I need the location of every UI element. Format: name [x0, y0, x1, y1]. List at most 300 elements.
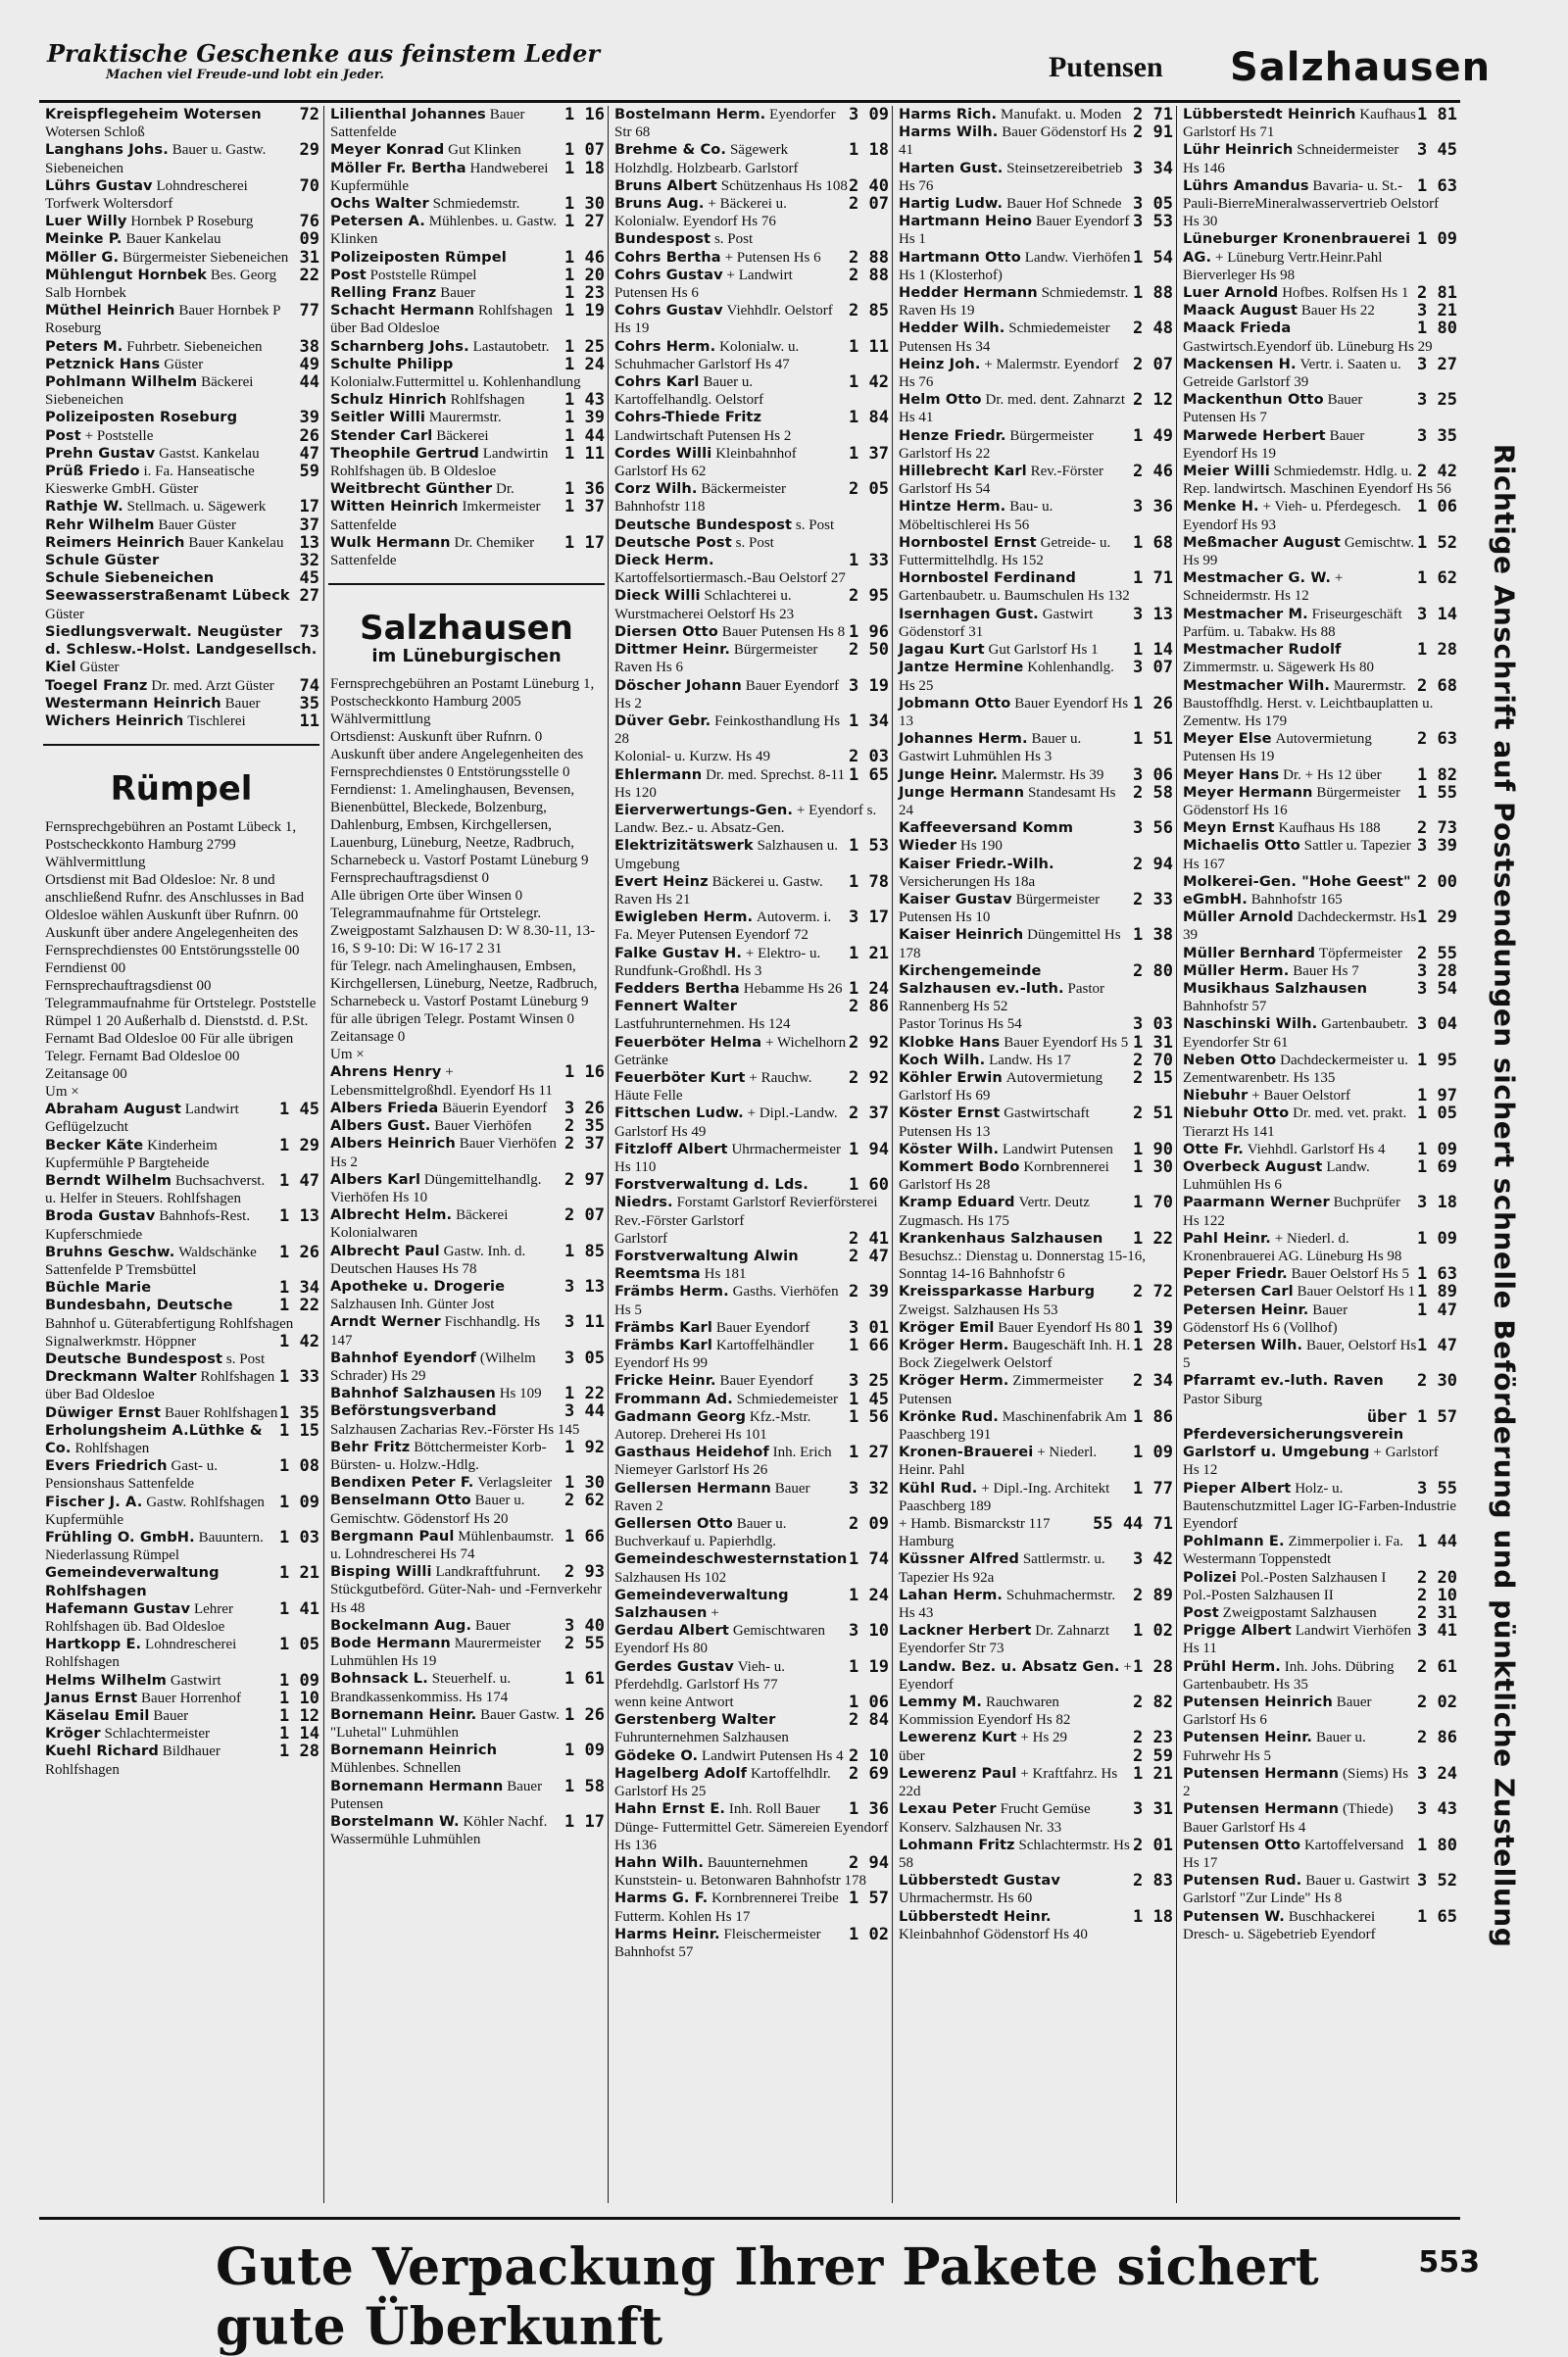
entry-name: Mestmacher Wilh. — [1183, 676, 1330, 694]
directory-entry — [893, 1908, 1177, 1943]
entry-details: Bäckerei — [436, 427, 489, 444]
entry-details: Gut Klinken — [448, 142, 521, 159]
entry-name: Dieck Willi — [614, 587, 701, 605]
phone-number: 13 — [299, 532, 319, 553]
directory-entry — [893, 123, 1177, 159]
entry-details: Dr. med. dent. Zahnarzt Hs 41 — [899, 392, 1125, 426]
side-notice — [1470, 443, 1539, 1948]
phone-number: 1 30 — [1133, 1156, 1173, 1177]
phone-number: 1 36 — [849, 1799, 889, 1820]
phone-number: 1 78 — [849, 871, 889, 892]
directory-entry — [1177, 1622, 1461, 1657]
service-info-line: Fernsprechgebühren an Postamt Lüneburg 1, Postscheckkonto Hamburg 2005 — [330, 676, 595, 711]
entry-name: Albers Karl — [330, 1170, 421, 1188]
directory-entry — [324, 427, 609, 445]
entry-details: Landwirt Geflügelzucht — [45, 1102, 239, 1136]
directory-entry — [1177, 1694, 1461, 1729]
entry-details: Rauchwaren Kommission Eyendorf Hs 82 — [899, 1694, 1071, 1729]
phone-number: 1 66 — [564, 1526, 605, 1547]
entry-details: Bauer Eyendorf Hs 2 — [614, 677, 840, 712]
page-header — [39, 29, 1492, 103]
phone-number: 2 07 — [849, 194, 889, 215]
phone-number: 1 28 — [1417, 640, 1457, 661]
entry-details: Buschhackerei Dresch- u. Sägebetrieb Eyendorf — [1183, 1908, 1376, 1942]
directory-entry — [39, 1707, 323, 1725]
entry-name: Deutsche Bundespost — [614, 516, 793, 533]
directory-entry — [609, 1248, 893, 1283]
phone-number: 1 17 — [564, 532, 605, 553]
phone-number: 27 — [299, 586, 319, 607]
entry-name: Mestmacher Rudolf — [1183, 641, 1342, 659]
entry-details: Frucht Gemüse Konserv. Salzhausen Nr. 33 — [899, 1801, 1091, 1836]
directory-entry — [39, 373, 323, 409]
phone-number: 1 96 — [849, 621, 889, 642]
entry-details: Rohlfshagen über Bad Oldesloe — [45, 1369, 275, 1403]
entry-details: + Bäckerei u. Kolonialw. Eyendorf Hs 76 — [614, 196, 787, 230]
entry-name: Hedder Wilh. — [899, 319, 1005, 337]
col1-info — [39, 818, 323, 1101]
entry-details: Bauer Eyendorf Hs 19 — [1183, 427, 1365, 462]
entry-name: Bockelmann Aug. — [330, 1616, 472, 1634]
entry-details: Gastwirtsch.Eyendorf üb. Lüneburg Hs 29 — [1183, 338, 1433, 355]
phone-number: 2 73 — [1417, 818, 1457, 839]
directory-entry — [609, 1694, 893, 1711]
entry-details: + Dipl.-Ing. Architekt Paaschberg 189 — [899, 1480, 1110, 1514]
column-2 — [323, 106, 609, 2203]
col2-entries — [324, 106, 609, 569]
phone-number: 2 51 — [1133, 1104, 1173, 1124]
entry-details: Bauer Putensen — [330, 1778, 543, 1812]
phone-number: 1 43 — [564, 390, 605, 411]
directory-entry — [893, 1337, 1177, 1372]
directory-entry — [609, 1337, 893, 1372]
entry-name: Westermann Heinrich — [45, 694, 221, 712]
phone-number: 1 26 — [1133, 693, 1173, 713]
entry-details: Holz- u. Bautenschutzmittel Lager IG-Farben-Industrie Eyendorf — [1183, 1480, 1457, 1533]
entry-name: Lackner Herbert — [899, 1622, 1032, 1640]
directory-entry — [893, 1319, 1177, 1337]
entry-name: Bornemann Heinrich — [330, 1742, 498, 1759]
phone-number: 26 — [299, 425, 319, 446]
phone-number: 1 07 — [564, 140, 605, 161]
phone-number: 1 52 — [1417, 532, 1457, 553]
phone-number: 2 10 — [1417, 1585, 1457, 1605]
directory-entry — [39, 695, 323, 712]
directory-entry — [39, 1600, 323, 1636]
directory-entry — [39, 249, 323, 267]
phone-number: 2 63 — [1417, 729, 1457, 750]
entry-name: Gellersen Otto — [614, 1515, 733, 1533]
directory-entry — [39, 177, 323, 213]
directory-entry — [893, 1800, 1177, 1836]
directory-entry — [39, 409, 323, 426]
entry-details: + Lebensmittelgroßhdl. Eyendorf Hs 11 — [330, 1064, 553, 1099]
phone-number: 1 56 — [849, 1406, 889, 1427]
entry-details: Gemischtwaren Eyendorf Hs 80 — [614, 1623, 825, 1657]
phone-number: 2 12 — [1133, 390, 1173, 411]
directory-entry — [893, 1158, 1177, 1194]
entry-name: Meyer Hans — [1183, 765, 1280, 783]
entry-name: Dittmer Heinr. — [614, 641, 731, 659]
entry-name: Berndt Wilhelm — [45, 1171, 172, 1189]
directory-entry — [609, 677, 893, 712]
phone-number: 1 71 — [1133, 568, 1173, 589]
phone-number: 1 86 — [1133, 1406, 1173, 1427]
entry-details: Kleinbahnhof Gödenstorf Hs 40 — [899, 1926, 1088, 1942]
directory-entry — [1177, 1015, 1461, 1051]
directory-entry — [1177, 1194, 1461, 1229]
entry-name: Witten Heinrich — [330, 498, 459, 516]
phone-number: 1 80 — [1417, 319, 1457, 339]
entry-details: Maurermstr. — [428, 410, 502, 426]
directory-entry — [893, 1408, 1177, 1444]
entry-name: Mühlengut Hornbek — [45, 266, 208, 283]
entry-name: Lewerenz Kurt — [899, 1729, 1017, 1746]
entry-name: Lührs Gustav — [45, 176, 153, 194]
col2-info — [324, 675, 609, 1063]
entry-name: Overbeck August — [1183, 1157, 1323, 1175]
entry-details: Landkraftfuhrunt. Stückgutbeförd. Güter-Nah- und -Fernverkehr Hs 48 — [330, 1564, 603, 1616]
section-header-salzhausen — [328, 609, 605, 665]
entry-name: Bornemann Heinr. — [330, 1705, 477, 1723]
entry-details: Bauer — [474, 1617, 511, 1634]
col2-entries-2 — [324, 1063, 609, 1848]
directory-entry — [609, 1890, 893, 1925]
entry-details: Kolonialw. u. Schuhmacher Garlstorf Hs 47 — [614, 338, 800, 372]
directory-entry — [1177, 1533, 1461, 1568]
phone-number: 2 41 — [849, 1228, 889, 1249]
directory-entry — [1177, 1658, 1461, 1694]
directory-entry — [1177, 766, 1461, 784]
phone-number: 09 — [299, 229, 319, 250]
directory-entry — [1177, 606, 1461, 641]
entry-details: s. Post — [735, 534, 774, 551]
phone-number: 3 36 — [1133, 497, 1173, 517]
entry-details: Bauer Raven 2 — [614, 1480, 810, 1514]
phone-number: 47 — [299, 443, 319, 464]
directory-entry — [1177, 1337, 1461, 1372]
phone-number: 3 03 — [1133, 1014, 1173, 1035]
entry-name: Fennert Walter — [614, 998, 738, 1015]
directory-entry — [609, 623, 893, 641]
phone-number: 3 10 — [849, 1621, 889, 1642]
entry-details: Bauer Rohlfshagen — [165, 1404, 278, 1421]
entry-name: Bruns Aug. — [614, 195, 705, 213]
entry-details: Pol.-Posten Salzhausen II — [1183, 1587, 1334, 1603]
entry-name: Gadmann Georg — [614, 1407, 747, 1425]
entry-details: Dachdeckermeister u. Zementwarenbetr. Hs 135 — [1183, 1052, 1408, 1086]
phone-number: 1 09 — [279, 1492, 319, 1512]
phone-number: 3 05 — [564, 1348, 605, 1368]
directory-entry — [609, 641, 893, 676]
entry-name: Cordes Willi — [614, 444, 712, 462]
phone-number: 1 65 — [1417, 1906, 1457, 1927]
entry-details: Stellmach. u. Sägewerk — [126, 499, 267, 516]
entry-details: Salzhausen Zacharias Rev.-Förster Hs 145 — [330, 1421, 580, 1438]
directory-entry — [324, 1313, 609, 1349]
phone-number: 2 50 — [849, 640, 889, 661]
entry-name: Hedder Hermann — [899, 284, 1038, 302]
directory-entry — [893, 249, 1177, 284]
entry-details: Bavaria- u. St.-Pauli-BierreMineralwasservertrieb Oelstorf Hs 30 — [1183, 177, 1440, 230]
entry-details: Inh. Erich Niemeyer Garlstorf Hs 26 — [614, 1445, 832, 1479]
entry-details: Kleinbahnhof Garlstorf Hs 62 — [614, 445, 797, 480]
entry-details: + Niederl. d. Kronenbrauerei AG. Lüneburg Hs 98 — [1183, 1230, 1402, 1264]
entry-details: Pastor Torinus Hs 54 — [899, 1016, 1022, 1033]
directory-entry — [39, 587, 323, 622]
phone-number: 1 74 — [849, 1549, 889, 1570]
directory-entry — [609, 873, 893, 908]
entry-details: Düngemittelhandlg. Vierhöfen Hs 10 — [330, 1171, 542, 1205]
phone-number: 74 — [299, 675, 319, 696]
entry-details: Schützenhaus Hs 108 — [720, 177, 848, 194]
entry-details: Kinderheim Kupfermühle P Bargteheide — [45, 1137, 218, 1171]
entry-details: Landwirt Putensen — [1003, 1141, 1113, 1157]
entry-name: Düver Gebr. — [614, 712, 711, 729]
phone-number: 2 00 — [1417, 871, 1457, 892]
entry-name: Post — [1183, 1604, 1219, 1622]
phone-number: 3 35 — [1417, 425, 1457, 446]
section-title: Salzhausen — [360, 609, 573, 649]
entry-details: Fischhandlg. Hs 147 — [330, 1314, 541, 1349]
directory-entry — [1177, 319, 1461, 355]
entry-name: Post — [330, 266, 367, 283]
entry-details: Buchsachverst. u. Helfer in Steuers. Rohlfshagen — [45, 1172, 266, 1207]
entry-name: Niebuhr Otto — [1183, 1105, 1290, 1122]
advert-line-2: Machen viel Freude-und lobt ein Jeder. — [106, 68, 384, 82]
directory-entry — [324, 195, 609, 213]
directory-entry — [893, 1622, 1177, 1657]
entry-details: Bürgermeister Gödenstorf Hs 16 — [1183, 784, 1400, 818]
entry-details: Viehhdl. Garlstorf Hs 4 — [1247, 1141, 1386, 1157]
directory-entry — [39, 1636, 323, 1671]
col3-entries — [609, 106, 893, 1961]
entry-name: Möller G. — [45, 248, 120, 266]
phone-number: 3 14 — [1417, 604, 1457, 624]
directory-entry — [893, 659, 1177, 694]
directory-entry — [893, 1872, 1177, 1907]
directory-entry — [893, 534, 1177, 569]
entry-name: Kaiser Friedr.-Wilh. — [899, 855, 1054, 872]
entry-details: Autoverm. i. Fa. Meyer Putensen Eyendorf 72 — [614, 909, 832, 944]
entry-details: Bürgermeister Siebeneichen — [122, 249, 289, 266]
directory-entry — [324, 1474, 609, 1492]
phone-number: 1 28 — [1133, 1656, 1173, 1677]
directory-entry — [324, 160, 609, 195]
directory-entry — [1177, 1158, 1461, 1194]
entry-details: Pastor Rannenberg Hs 52 — [899, 980, 1105, 1015]
entry-details: Bauer Putensen Hs 8 — [721, 623, 846, 640]
entry-name: Möller Fr. Bertha — [330, 159, 466, 176]
entry-details: Bauer — [440, 285, 476, 302]
phone-number: 11 — [299, 711, 319, 731]
service-info-line: Alle übrigen Orte über Winsen 0 — [330, 888, 523, 905]
entry-details: Schlachterei u. Wurstmacherei Oelstorf Hs 23 — [614, 588, 795, 622]
directory-entry — [609, 373, 893, 409]
entry-details: Bauuntern. Niederlassung Rümpel — [45, 1529, 264, 1564]
phone-number: 2 34 — [1133, 1371, 1173, 1392]
phone-number: 1 63 — [1417, 175, 1457, 196]
directory-entry — [893, 1515, 1177, 1550]
entry-name: Pferdeversicherungsverein Garlstorf u. Umgebung — [1183, 1426, 1404, 1461]
phone-number: 2 86 — [849, 997, 889, 1017]
phone-number: 1 58 — [564, 1776, 605, 1796]
directory-entry — [893, 1372, 1177, 1407]
directory-entry — [324, 1778, 609, 1813]
entry-name: Evert Heinz — [614, 872, 709, 890]
service-info-line: Telegrammaufnahme für Ortstelegr. Zweigpostamt Salzhausen D: W 8.30-11, 13-16, S 9-10: Di: W 16-17 2 31 — [330, 906, 596, 958]
entry-name: Bornemann Hermann — [330, 1777, 504, 1794]
directory-entry — [1177, 730, 1461, 765]
entry-details: Signalwerkmstr. Höppner — [45, 1333, 197, 1350]
phone-number: 55 44 71 — [1093, 1514, 1173, 1535]
directory-entry — [39, 1244, 323, 1279]
entry-details: Lohndrescherei Torfwerk Woltersdorf — [45, 177, 248, 213]
directory-entry — [1177, 873, 1461, 908]
entry-name: Prehn Gustav — [45, 444, 156, 462]
entry-details: Salzhausen Hs 102 — [614, 1569, 727, 1586]
phone-number: 1 21 — [1133, 1763, 1173, 1784]
directory-entry — [1177, 1729, 1461, 1764]
entry-name: Lahan Herm. — [899, 1586, 1004, 1603]
entry-details: Bauer Eyendorf Hs 13 — [899, 695, 1129, 729]
entry-details: Baugeschäft Inh. H. Bock Ziegelwerk Oelstorf — [899, 1338, 1131, 1372]
entry-name: Feuerböter Kurt — [614, 1068, 746, 1086]
phone-number: 1 05 — [1417, 1104, 1457, 1124]
phone-number: 1 47 — [1417, 1336, 1457, 1356]
entry-name: Pahl Heinr. — [1183, 1229, 1271, 1247]
entry-details: Bauer Vierhöfen Hs 2 — [330, 1136, 557, 1170]
directory-entry — [609, 1141, 893, 1176]
entry-name: Eierverwertungs-Gen. — [614, 801, 794, 818]
entry-name: Meyn Ernst — [1183, 819, 1275, 837]
entry-details: (Thiede) Bauer Garlstorf Hs 4 — [1183, 1801, 1394, 1836]
directory-entry — [1177, 980, 1461, 1015]
entry-details: Landwirt Putensen Hs 4 — [702, 1747, 844, 1764]
directory-entry — [609, 1176, 893, 1230]
phone-number: 2 94 — [1133, 854, 1173, 874]
phone-number: 2 58 — [1133, 782, 1173, 803]
directory-entry — [1177, 1052, 1461, 1087]
entry-name: Feuerböter Helma — [614, 1033, 762, 1051]
entry-name: Harms G. F. — [614, 1890, 709, 1907]
entry-details: + Elektro- u. Rundfunk-Großhdl. Hs 3 — [614, 945, 821, 979]
directory-entry — [39, 498, 323, 516]
entry-details: Dr. + Hs 12 über — [1283, 766, 1382, 783]
entry-details: Kolonial- u. Kurzw. Hs 49 — [614, 749, 771, 765]
phone-number: 29 — [299, 140, 319, 161]
directory-entry — [893, 1141, 1177, 1158]
directory-entry — [39, 569, 323, 587]
entry-details: s. Post — [225, 1350, 266, 1367]
phone-number: 1 85 — [564, 1241, 605, 1261]
phone-number: 1 16 — [564, 1062, 605, 1083]
entry-name: Lilienthal Johannes — [330, 106, 486, 123]
entry-name: Koch Wilh. — [899, 1051, 986, 1068]
phone-number: 2 71 — [1133, 106, 1173, 124]
entry-details: Düngemittel Hs 178 — [899, 927, 1121, 961]
entry-name: Krönke Rud. — [899, 1407, 999, 1425]
phone-number: 38 — [299, 336, 319, 357]
phone-number: 1 36 — [564, 479, 605, 500]
directory-entry — [1177, 1372, 1461, 1407]
phone-number: 72 — [299, 106, 319, 124]
entry-name: Theophile Gertrud — [330, 444, 479, 462]
entry-details: + Putensen Hs 6 — [724, 249, 821, 266]
entry-name: Bohnsack L. — [330, 1670, 428, 1688]
entry-details: Landwirtin Rohlfshagen üb. B Oldesloe — [330, 445, 549, 480]
directory-entry — [893, 1052, 1177, 1069]
directory-entry — [893, 730, 1177, 765]
entry-details: + Vieh- u. Pferdegesch. Eyendorf Hs 93 — [1183, 499, 1401, 533]
directory-entry — [1177, 1569, 1461, 1587]
entry-details: Dr. med. Sprechst. 8-11 Hs 120 — [614, 766, 845, 801]
entry-details: Lastfuhrunternehmen. Hs 124 — [614, 1016, 791, 1033]
entry-details: (Wilhelm Schrader) Hs 29 — [330, 1350, 536, 1384]
entry-details: Güster — [79, 660, 120, 676]
entry-name: Putensen W. — [1183, 1907, 1285, 1925]
entry-name: Diersen Otto — [614, 622, 718, 640]
directory-entry — [893, 891, 1177, 926]
entry-details: Pol.-Posten Salzhausen I — [1240, 1569, 1387, 1586]
entry-details: Dr. med. vet. prakt. Tierarzt Hs 141 — [1183, 1105, 1407, 1140]
phone-number: 1 30 — [564, 1473, 605, 1494]
service-info-line: Auskunft über andere Angelegenheiten des Fernsprechdienstes 0 Entstörungsstelle 0 — [330, 747, 584, 781]
phone-number: 1 65 — [849, 764, 889, 785]
entry-name: Lübberstedt Gustav — [899, 1872, 1060, 1890]
directory-entry — [893, 1837, 1177, 1872]
phone-number: 1 44 — [1417, 1532, 1457, 1552]
phone-number: 2 97 — [564, 1169, 605, 1190]
entry-details: Bauer Hs 7 — [1293, 962, 1359, 979]
directory-entry — [324, 302, 609, 337]
entry-details: Gasths. Vierhöfen Hs 5 — [614, 1284, 839, 1318]
entry-details: Zweigpostamt Salzhausen — [1222, 1605, 1377, 1622]
entry-details: Gastwirt Gödenstorf 31 — [899, 606, 1094, 640]
entry-details: Steuerhelf. u. Brandkassenkommiss. Hs 174 — [330, 1671, 512, 1705]
phone-number: 1 21 — [849, 943, 889, 963]
entry-details: Maurermstr. Baustoffhdlg. Herst. v. Leichtbauplatten u. Zementw. Hs 179 — [1183, 677, 1434, 729]
entry-details: Bauer Garlstorf Hs 6 — [1183, 1694, 1372, 1729]
page-number: 553 — [1418, 2245, 1480, 2280]
entry-details: Bauer Güster — [158, 516, 237, 533]
entry-details: Bauer u. Gastw. Siebeneichen — [45, 142, 267, 176]
directory-entry — [324, 1670, 609, 1705]
phone-number: 1 27 — [849, 1443, 889, 1463]
phone-number: 1 35 — [279, 1402, 319, 1423]
entry-name: Polizei — [1183, 1568, 1237, 1586]
entry-details: Eyendorfer Str 68 — [614, 107, 836, 141]
entry-name: Schule Siebeneichen — [45, 569, 215, 587]
entry-name: Lexau Peter — [899, 1800, 997, 1818]
directory-entry — [893, 1105, 1177, 1140]
entry-name: Erholungsheim A.Lüthke & Co. — [45, 1421, 263, 1456]
entry-name: Relling Franz — [330, 284, 437, 302]
directory-entry — [1177, 284, 1461, 302]
directory-entry — [609, 802, 893, 837]
directory-entry — [893, 463, 1177, 498]
entry-name: Polizeiposten Rümpel — [330, 248, 507, 266]
entry-name: Käselau Emil — [45, 1707, 150, 1725]
phone-number: 3 07 — [1133, 658, 1173, 678]
service-info-line: Zeitansage 00 — [45, 1066, 127, 1083]
service-info-line: Um × — [45, 1084, 79, 1101]
entry-name: Post — [45, 426, 81, 444]
phone-number: 2 47 — [849, 1247, 889, 1266]
directory-entry — [609, 1283, 893, 1318]
entry-name: Benselmann Otto — [330, 1492, 471, 1509]
phone-number: 1 41 — [279, 1598, 319, 1619]
